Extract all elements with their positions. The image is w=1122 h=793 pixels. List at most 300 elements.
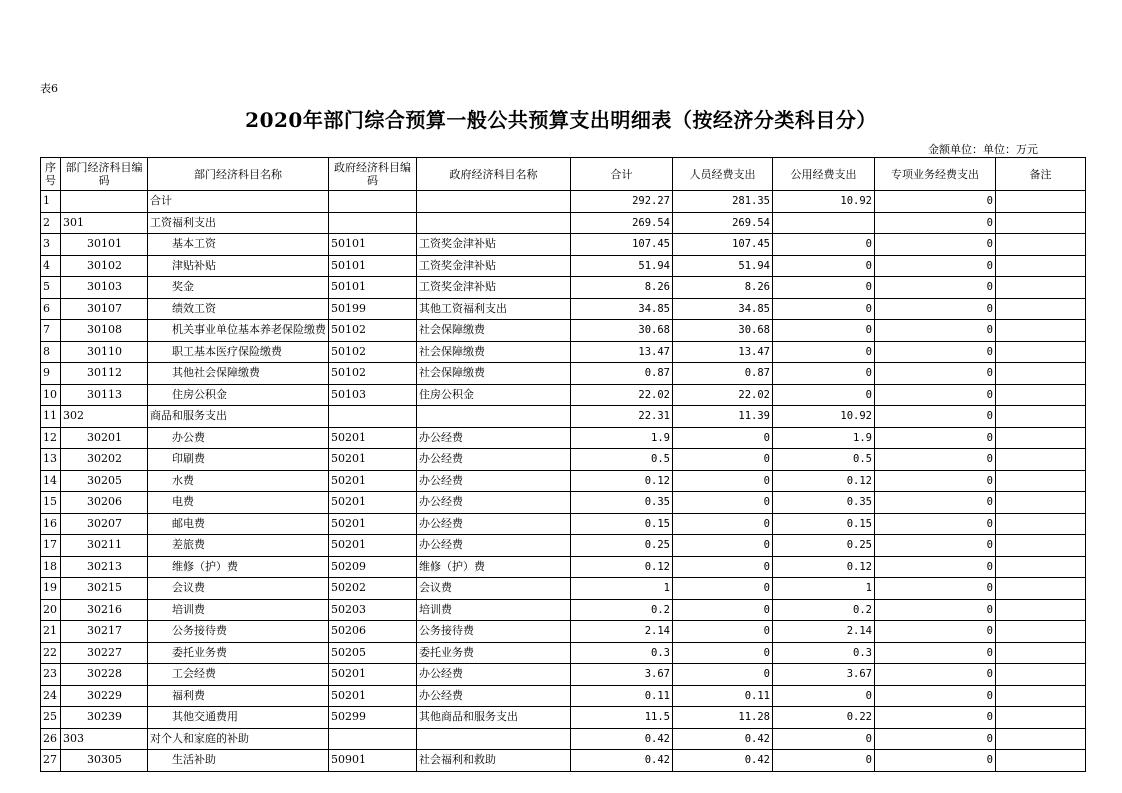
cell-seq: 17 <box>41 535 61 557</box>
cell-special: 0 <box>875 191 996 213</box>
cell-gov-name: 培训费 <box>417 599 571 621</box>
cell-dept-name: 基本工资 <box>148 234 329 256</box>
cell-gov-name <box>417 728 571 750</box>
cell-gov-code: 50299 <box>329 707 417 729</box>
cell-personnel: 0.87 <box>673 363 773 385</box>
header-seq: 序号 <box>41 158 61 191</box>
header-gov-code: 政府经济科目编码 <box>329 158 417 191</box>
cell-gov-code <box>329 728 417 750</box>
cell-gov-code: 50206 <box>329 621 417 643</box>
cell-personnel: 0 <box>673 470 773 492</box>
cell-personnel: 0 <box>673 621 773 643</box>
cell-gov-code: 50102 <box>329 320 417 342</box>
cell-gov-name <box>417 406 571 428</box>
page-title: 2020年部门综合预算一般公共预算支出明细表（按经济分类科目分） <box>245 108 877 132</box>
table-row <box>41 621 1086 643</box>
cell-gov-name: 会议费 <box>417 578 571 600</box>
cell-gov-name: 其他工资福利支出 <box>417 298 571 320</box>
cell-gov-code: 50101 <box>329 277 417 299</box>
cell-personnel: 0 <box>673 578 773 600</box>
cell-total: 51.94 <box>571 255 673 277</box>
cell-gov-name: 办公经费 <box>417 470 571 492</box>
cell-dept-code: 30215 <box>61 578 148 600</box>
table-row <box>41 599 1086 621</box>
cell-seq: 27 <box>41 750 61 772</box>
cell-total: 0.42 <box>571 750 673 772</box>
cell-personnel: 0.42 <box>673 750 773 772</box>
cell-personnel: 0 <box>673 642 773 664</box>
cell-gov-name: 住房公积金 <box>417 384 571 406</box>
cell-seq: 26 <box>41 728 61 750</box>
header-total: 合计 <box>571 158 673 191</box>
cell-special: 0 <box>875 621 996 643</box>
cell-public: 0 <box>773 363 875 385</box>
cell-dept-code: 30239 <box>61 707 148 729</box>
cell-note <box>996 341 1086 363</box>
cell-dept-code: 30110 <box>61 341 148 363</box>
cell-dept-name: 津贴补贴 <box>148 255 329 277</box>
table-row <box>41 578 1086 600</box>
cell-seq: 22 <box>41 642 61 664</box>
cell-total: 3.67 <box>571 664 673 686</box>
cell-gov-name: 办公经费 <box>417 427 571 449</box>
cell-gov-code: 50203 <box>329 599 417 621</box>
cell-dept-name: 维修（护）费 <box>148 556 329 578</box>
cell-total: 0.35 <box>571 492 673 514</box>
cell-dept-name: 其他交通费用 <box>148 707 329 729</box>
cell-total: 22.02 <box>571 384 673 406</box>
cell-seq: 12 <box>41 427 61 449</box>
cell-personnel: 51.94 <box>673 255 773 277</box>
cell-seq: 21 <box>41 621 61 643</box>
cell-gov-name: 委托业务费 <box>417 642 571 664</box>
table-header-row <box>41 158 1086 191</box>
cell-dept-code: 30102 <box>61 255 148 277</box>
cell-gov-name: 社会保障缴费 <box>417 363 571 385</box>
cell-seq: 11 <box>41 406 61 428</box>
cell-gov-code: 50202 <box>329 578 417 600</box>
cell-personnel: 0 <box>673 599 773 621</box>
cell-total: 0.25 <box>571 535 673 557</box>
cell-dept-name: 合计 <box>148 191 329 213</box>
cell-public: 0.12 <box>773 556 875 578</box>
table-row <box>41 728 1086 750</box>
cell-seq: 14 <box>41 470 61 492</box>
cell-gov-name: 其他商品和服务支出 <box>417 707 571 729</box>
cell-gov-name <box>417 191 571 213</box>
cell-gov-name: 办公经费 <box>417 664 571 686</box>
cell-public: 0 <box>773 277 875 299</box>
cell-dept-code: 30206 <box>61 492 148 514</box>
cell-note <box>996 234 1086 256</box>
cell-public: 0.3 <box>773 642 875 664</box>
cell-seq: 8 <box>41 341 61 363</box>
cell-total: 11.5 <box>571 707 673 729</box>
table-row <box>41 750 1086 772</box>
cell-dept-code: 30305 <box>61 750 148 772</box>
cell-special: 0 <box>875 406 996 428</box>
cell-dept-code <box>61 191 148 213</box>
cell-gov-code: 50901 <box>329 750 417 772</box>
cell-note <box>996 320 1086 342</box>
table-body <box>41 191 1086 772</box>
cell-dept-name: 培训费 <box>148 599 329 621</box>
cell-personnel: 0 <box>673 664 773 686</box>
cell-personnel: 11.39 <box>673 406 773 428</box>
cell-gov-code: 50201 <box>329 535 417 557</box>
header-gov-name: 政府经济科目名称 <box>417 158 571 191</box>
cell-dept-name: 办公费 <box>148 427 329 449</box>
cell-public: 0.2 <box>773 599 875 621</box>
cell-dept-name: 公务接待费 <box>148 621 329 643</box>
cell-special: 0 <box>875 363 996 385</box>
cell-personnel: 0 <box>673 513 773 535</box>
cell-dept-name: 水费 <box>148 470 329 492</box>
cell-personnel: 8.26 <box>673 277 773 299</box>
cell-dept-code: 30202 <box>61 449 148 471</box>
table-row <box>41 642 1086 664</box>
cell-total: 0.87 <box>571 363 673 385</box>
cell-public: 0.25 <box>773 535 875 557</box>
cell-special: 0 <box>875 492 996 514</box>
table-row <box>41 212 1086 234</box>
cell-seq: 13 <box>41 449 61 471</box>
cell-note <box>996 599 1086 621</box>
cell-gov-code <box>329 406 417 428</box>
cell-total: 0.12 <box>571 556 673 578</box>
cell-total: 1.9 <box>571 427 673 449</box>
cell-gov-code: 50101 <box>329 255 417 277</box>
cell-personnel: 0.11 <box>673 685 773 707</box>
cell-public: 0 <box>773 685 875 707</box>
cell-public: 0.15 <box>773 513 875 535</box>
cell-dept-code: 30211 <box>61 535 148 557</box>
cell-special: 0 <box>875 212 996 234</box>
cell-special: 0 <box>875 642 996 664</box>
cell-gov-name: 公务接待费 <box>417 621 571 643</box>
cell-gov-code: 50201 <box>329 492 417 514</box>
cell-note <box>996 750 1086 772</box>
cell-dept-code: 302 <box>61 406 148 428</box>
cell-special: 0 <box>875 298 996 320</box>
cell-dept-name: 福利费 <box>148 685 329 707</box>
cell-personnel: 22.02 <box>673 384 773 406</box>
cell-seq: 4 <box>41 255 61 277</box>
cell-dept-code: 30103 <box>61 277 148 299</box>
cell-seq: 5 <box>41 277 61 299</box>
cell-special: 0 <box>875 320 996 342</box>
cell-seq: 20 <box>41 599 61 621</box>
table-number: 表6 <box>40 82 58 95</box>
cell-note <box>996 642 1086 664</box>
table-row <box>41 255 1086 277</box>
cell-gov-code: 50205 <box>329 642 417 664</box>
cell-dept-name: 差旅费 <box>148 535 329 557</box>
cell-dept-name: 工资福利支出 <box>148 212 329 234</box>
cell-seq: 10 <box>41 384 61 406</box>
header-public: 公用经费支出 <box>773 158 875 191</box>
cell-public: 0.35 <box>773 492 875 514</box>
cell-public: 0.12 <box>773 470 875 492</box>
cell-public: 0 <box>773 298 875 320</box>
cell-note <box>996 427 1086 449</box>
cell-public: 10.92 <box>773 406 875 428</box>
cell-dept-code: 30217 <box>61 621 148 643</box>
cell-gov-code: 50209 <box>329 556 417 578</box>
cell-gov-name: 工资奖金津补贴 <box>417 255 571 277</box>
table-row <box>41 341 1086 363</box>
cell-personnel: 13.47 <box>673 341 773 363</box>
cell-note <box>996 406 1086 428</box>
cell-personnel: 0.42 <box>673 728 773 750</box>
cell-gov-name: 工资奖金津补贴 <box>417 277 571 299</box>
cell-seq: 24 <box>41 685 61 707</box>
cell-personnel: 34.85 <box>673 298 773 320</box>
cell-public: 0 <box>773 255 875 277</box>
cell-gov-name: 工资奖金津补贴 <box>417 234 571 256</box>
cell-public: 10.92 <box>773 191 875 213</box>
cell-special: 0 <box>875 728 996 750</box>
table-row <box>41 470 1086 492</box>
cell-special: 0 <box>875 513 996 535</box>
cell-note <box>996 513 1086 535</box>
cell-dept-name: 职工基本医疗保险缴费 <box>148 341 329 363</box>
cell-dept-name: 工会经费 <box>148 664 329 686</box>
cell-dept-name: 委托业务费 <box>148 642 329 664</box>
header-personnel: 人员经费支出 <box>673 158 773 191</box>
cell-note <box>996 212 1086 234</box>
table-row <box>41 513 1086 535</box>
cell-gov-name: 办公经费 <box>417 685 571 707</box>
cell-note <box>996 556 1086 578</box>
cell-dept-code: 30216 <box>61 599 148 621</box>
cell-seq: 7 <box>41 320 61 342</box>
cell-gov-code: 50201 <box>329 470 417 492</box>
cell-note <box>996 277 1086 299</box>
cell-total: 107.45 <box>571 234 673 256</box>
cell-total: 34.85 <box>571 298 673 320</box>
cell-special: 0 <box>875 685 996 707</box>
cell-dept-name: 对个人和家庭的补助 <box>148 728 329 750</box>
cell-dept-code: 30107 <box>61 298 148 320</box>
cell-personnel: 107.45 <box>673 234 773 256</box>
unit-label: 金额单位：单位：万元 <box>928 143 1038 156</box>
table-row <box>41 449 1086 471</box>
cell-gov-code <box>329 212 417 234</box>
cell-dept-code: 30213 <box>61 556 148 578</box>
cell-seq: 6 <box>41 298 61 320</box>
cell-public: 0 <box>773 320 875 342</box>
cell-note <box>996 363 1086 385</box>
cell-dept-code: 30227 <box>61 642 148 664</box>
cell-gov-name: 办公经费 <box>417 492 571 514</box>
table-row <box>41 556 1086 578</box>
cell-dept-name: 商品和服务支出 <box>148 406 329 428</box>
cell-special: 0 <box>875 707 996 729</box>
cell-dept-name: 奖金 <box>148 277 329 299</box>
cell-special: 0 <box>875 255 996 277</box>
table-row <box>41 492 1086 514</box>
budget-table <box>40 157 1086 772</box>
cell-note <box>996 707 1086 729</box>
cell-dept-name: 生活补助 <box>148 750 329 772</box>
header-dept-name: 部门经济科目名称 <box>148 158 329 191</box>
cell-special: 0 <box>875 578 996 600</box>
cell-dept-name: 绩效工资 <box>148 298 329 320</box>
table-row <box>41 406 1086 428</box>
header-dept-code: 部门经济科目编码 <box>61 158 148 191</box>
cell-gov-code: 50101 <box>329 234 417 256</box>
cell-gov-name: 社会保障缴费 <box>417 320 571 342</box>
cell-dept-code: 30205 <box>61 470 148 492</box>
cell-dept-name: 印刷费 <box>148 449 329 471</box>
cell-dept-code: 30101 <box>61 234 148 256</box>
cell-note <box>996 298 1086 320</box>
header-note: 备注 <box>996 158 1086 191</box>
cell-note <box>996 685 1086 707</box>
cell-total: 0.12 <box>571 470 673 492</box>
cell-dept-code: 30112 <box>61 363 148 385</box>
cell-personnel: 0 <box>673 556 773 578</box>
cell-total: 0.2 <box>571 599 673 621</box>
cell-special: 0 <box>875 449 996 471</box>
cell-note <box>996 449 1086 471</box>
cell-note <box>996 664 1086 686</box>
cell-note <box>996 578 1086 600</box>
cell-public: 0 <box>773 384 875 406</box>
cell-special: 0 <box>875 277 996 299</box>
cell-total: 13.47 <box>571 341 673 363</box>
cell-personnel: 269.54 <box>673 212 773 234</box>
cell-gov-name: 社会福利和救助 <box>417 750 571 772</box>
cell-seq: 2 <box>41 212 61 234</box>
cell-total: 0.11 <box>571 685 673 707</box>
cell-dept-code: 30228 <box>61 664 148 686</box>
table-row <box>41 707 1086 729</box>
table-row <box>41 191 1086 213</box>
table-row <box>41 320 1086 342</box>
cell-gov-name: 社会保障缴费 <box>417 341 571 363</box>
cell-personnel: 0 <box>673 492 773 514</box>
cell-total: 269.54 <box>571 212 673 234</box>
cell-total: 0.3 <box>571 642 673 664</box>
cell-gov-code: 50201 <box>329 449 417 471</box>
cell-special: 0 <box>875 750 996 772</box>
cell-dept-code: 30201 <box>61 427 148 449</box>
cell-gov-name: 维修（护）费 <box>417 556 571 578</box>
cell-special: 0 <box>875 599 996 621</box>
cell-dept-code: 30207 <box>61 513 148 535</box>
cell-personnel: 11.28 <box>673 707 773 729</box>
cell-public: 0 <box>773 750 875 772</box>
cell-seq: 23 <box>41 664 61 686</box>
cell-dept-name: 机关事业单位基本养老保险缴费 <box>148 320 329 342</box>
table-row <box>41 298 1086 320</box>
cell-dept-code: 30113 <box>61 384 148 406</box>
cell-dept-code: 30229 <box>61 685 148 707</box>
cell-public: 1.9 <box>773 427 875 449</box>
cell-public: 0 <box>773 728 875 750</box>
cell-gov-name: 办公经费 <box>417 513 571 535</box>
cell-seq: 16 <box>41 513 61 535</box>
cell-seq: 18 <box>41 556 61 578</box>
table-row <box>41 277 1086 299</box>
cell-gov-code: 50102 <box>329 341 417 363</box>
cell-special: 0 <box>875 470 996 492</box>
cell-dept-code: 30108 <box>61 320 148 342</box>
cell-total: 8.26 <box>571 277 673 299</box>
cell-special: 0 <box>875 556 996 578</box>
cell-note <box>996 191 1086 213</box>
cell-gov-code: 50199 <box>329 298 417 320</box>
cell-total: 30.68 <box>571 320 673 342</box>
cell-special: 0 <box>875 427 996 449</box>
table-row <box>41 535 1086 557</box>
table-row <box>41 363 1086 385</box>
cell-gov-code: 50103 <box>329 384 417 406</box>
cell-dept-name: 住房公积金 <box>148 384 329 406</box>
table-row <box>41 384 1086 406</box>
cell-dept-code: 301 <box>61 212 148 234</box>
cell-special: 0 <box>875 535 996 557</box>
cell-personnel: 281.35 <box>673 191 773 213</box>
cell-public: 3.67 <box>773 664 875 686</box>
cell-public: 2.14 <box>773 621 875 643</box>
cell-total: 22.31 <box>571 406 673 428</box>
cell-seq: 9 <box>41 363 61 385</box>
table-row <box>41 427 1086 449</box>
cell-seq: 19 <box>41 578 61 600</box>
cell-personnel: 0 <box>673 449 773 471</box>
cell-seq: 25 <box>41 707 61 729</box>
cell-seq: 15 <box>41 492 61 514</box>
cell-public: 0 <box>773 341 875 363</box>
table-row <box>41 234 1086 256</box>
table-row <box>41 664 1086 686</box>
cell-note <box>996 728 1086 750</box>
cell-note <box>996 255 1086 277</box>
cell-special: 0 <box>875 664 996 686</box>
cell-special: 0 <box>875 384 996 406</box>
cell-personnel: 0 <box>673 427 773 449</box>
cell-public: 0 <box>773 234 875 256</box>
table-row <box>41 685 1086 707</box>
header-special: 专项业务经费支出 <box>875 158 996 191</box>
cell-dept-name: 其他社会保障缴费 <box>148 363 329 385</box>
cell-public <box>773 212 875 234</box>
cell-gov-code: 50201 <box>329 664 417 686</box>
cell-total: 0.5 <box>571 449 673 471</box>
cell-note <box>996 470 1086 492</box>
cell-special: 0 <box>875 341 996 363</box>
cell-public: 0.22 <box>773 707 875 729</box>
cell-dept-name: 会议费 <box>148 578 329 600</box>
cell-seq: 1 <box>41 191 61 213</box>
cell-dept-code: 303 <box>61 728 148 750</box>
cell-gov-code <box>329 191 417 213</box>
cell-gov-code: 50102 <box>329 363 417 385</box>
cell-public: 1 <box>773 578 875 600</box>
cell-gov-code: 50201 <box>329 427 417 449</box>
cell-personnel: 0 <box>673 535 773 557</box>
cell-note <box>996 621 1086 643</box>
cell-public: 0.5 <box>773 449 875 471</box>
cell-dept-name: 邮电费 <box>148 513 329 535</box>
cell-gov-code: 50201 <box>329 685 417 707</box>
cell-gov-name: 办公经费 <box>417 449 571 471</box>
cell-total: 292.27 <box>571 191 673 213</box>
cell-gov-name <box>417 212 571 234</box>
